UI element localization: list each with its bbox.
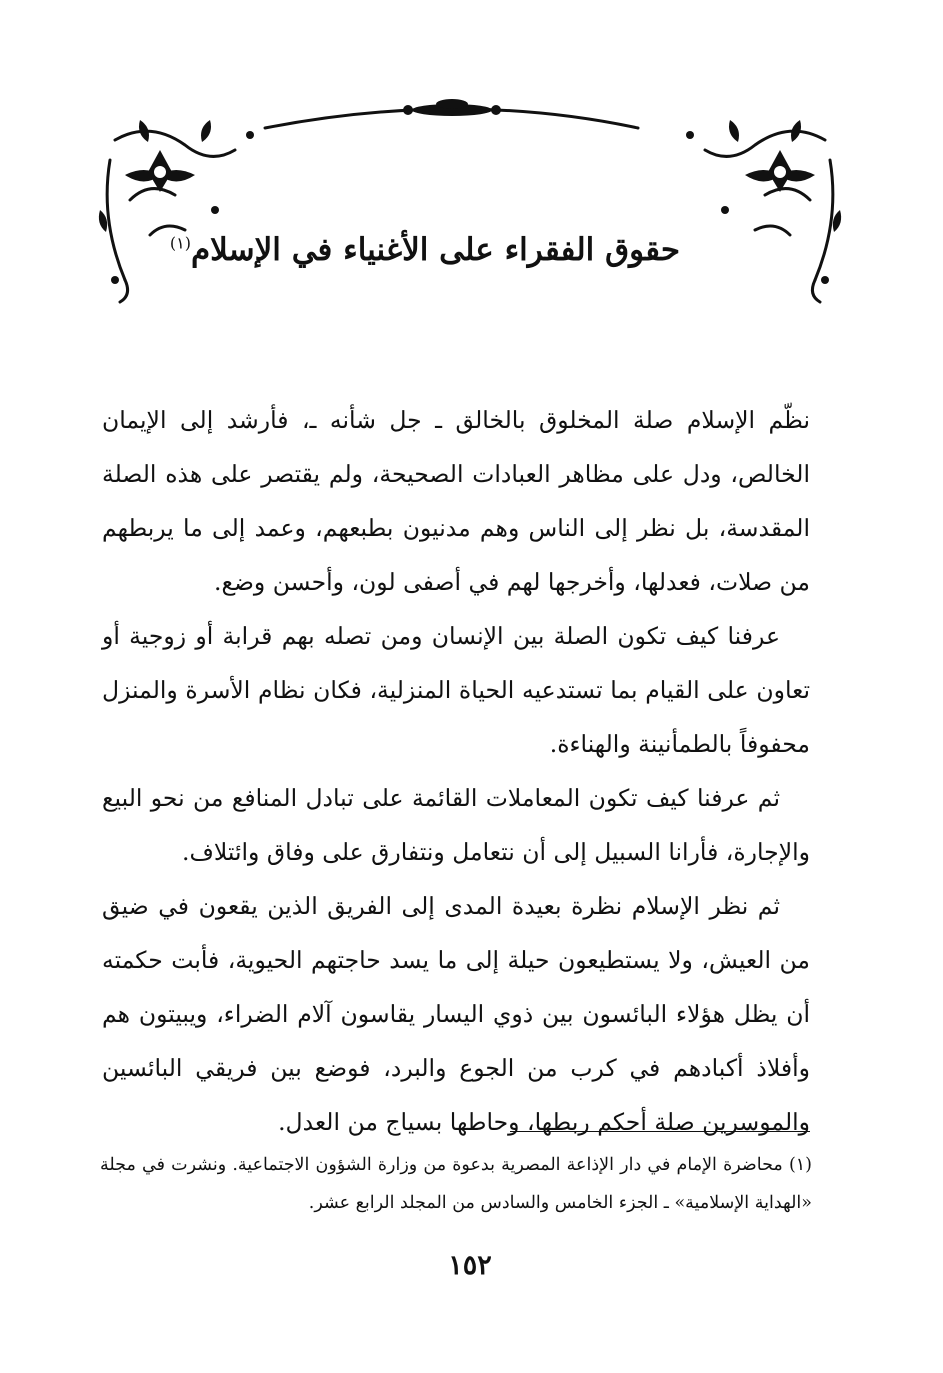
body-text — [102, 393, 810, 1149]
footnote-marker: (١) — [788, 1155, 812, 1175]
paragraph: ثم نظر الإسلام نظرة بعيدة المدى إلى الفريق الذين يقعون في ضيق من العيش، ولا يستطيعون حيلة إلى ما يسد حاجتهم الحيوية، فأبت حكمته أن يظل هؤلاء البائسون بين ذوي اليسار يقاسون آلام الضراء، ويبيتون هم وأفلاذ أكبادهم في كرب من الجوع والبرد، فوضع بين فريقي البائسين والموسرين صلة أحكم ربطها، وحاطها بسياج من العدل. — [102, 892, 810, 1136]
footnote — [100, 1146, 812, 1222]
paragraph: نظّم الإسلام صلة المخلوق بالخالق ـ جل شأنه ـ، فأرشد إلى الإيمان الخالص، ودل على مظاهر العبادات الصحيحة، ولم يقتصر على هذه الصلة المقدسة، بل نظر إلى الناس وهم مدنيون بطبعهم، وعمد إلى ما يربطهم من صلات، فعدلها، وأخرجها لهم في أصفى لون، وأحسن وضع. — [102, 406, 810, 596]
footnote-text: محاضرة الإمام في دار الإذاعة المصرية بدعوة من وزارة الشؤون الاجتماعية. ونشرت في مجلة «الهداية الإسلامية» ـ الجزء الخامس والسادس من المجلد الرابع عشر. — [100, 1155, 812, 1213]
ornament-frame-icon — [90, 80, 850, 320]
paragraph: عرفنا كيف تكون الصلة بين الإنسان ومن تصله بهم قرابة أو زوجية أو تعاون على القيام بما تستدعيه الحياة المنزلية، فكان نظام الأسرة والمنزل محفوفاً بالطمأنينة والهناءة. — [102, 622, 810, 758]
page-number: ١٥٢ — [448, 1250, 492, 1281]
chapter-title — [169, 232, 680, 268]
chapter-title-text: حقوق الفقراء على الأغنياء في الإسلام — [190, 232, 680, 268]
footnote-separator — [510, 1131, 810, 1132]
paragraph: ثم عرفنا كيف تكون المعاملات القائمة على تبادل المنافع من نحو البيع والإجارة، فأرانا السبيل إلى أن نتعامل ونتفارق على وفاق وائتلاف. — [102, 784, 810, 866]
ornamental-header — [90, 80, 850, 320]
title-footnote-marker: (١) — [169, 233, 191, 253]
